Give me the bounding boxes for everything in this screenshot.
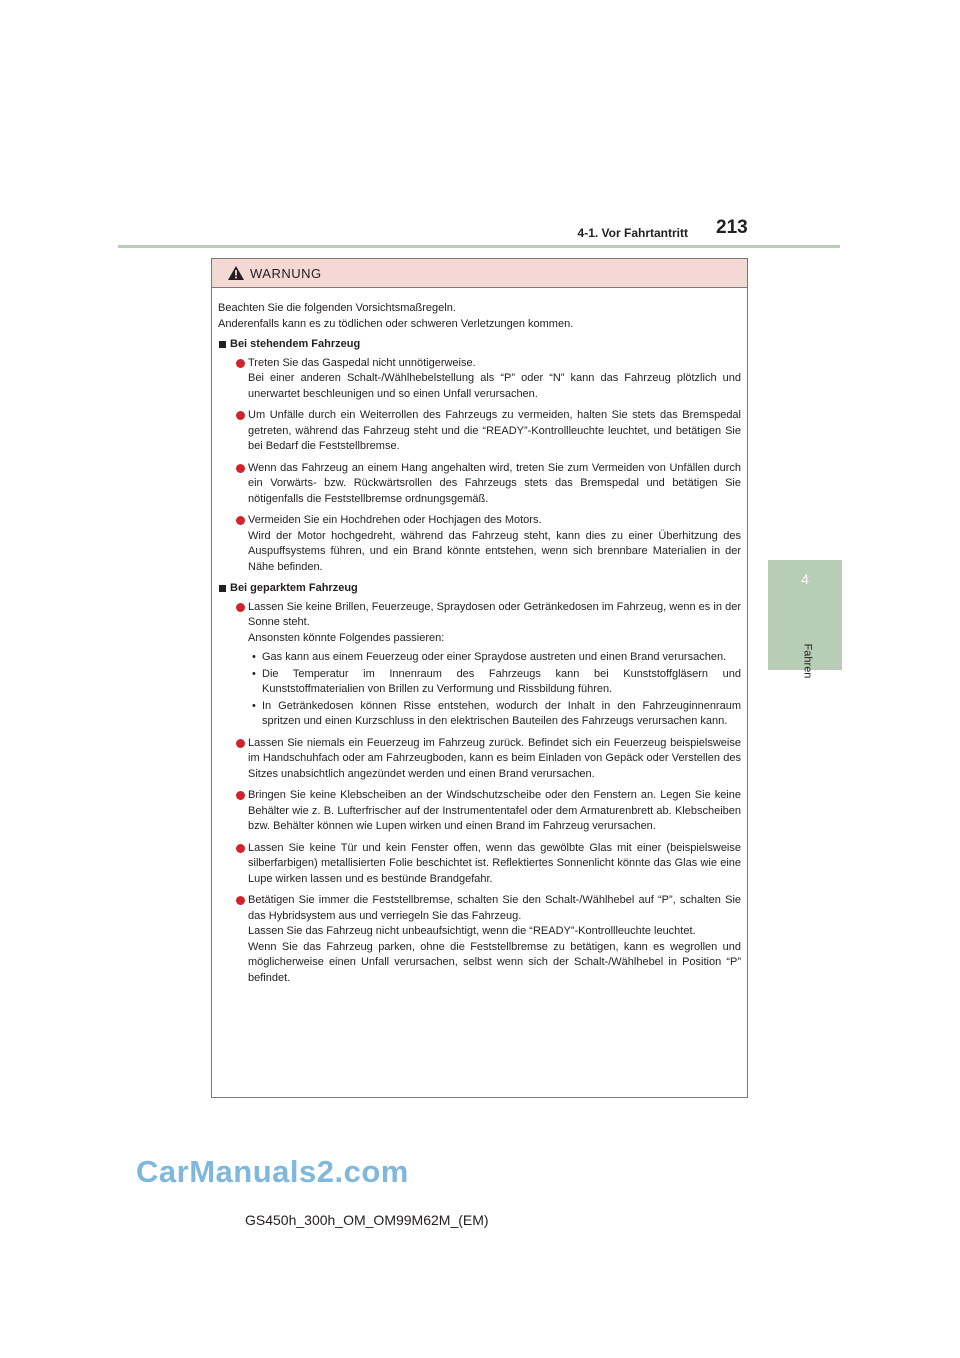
warning-header	[212, 259, 747, 288]
red-bullet-icon	[236, 603, 245, 612]
warning-intro-line: Anderenfalls kann es zu tödlichen oder schweren Verletzungen kommen.	[218, 317, 574, 330]
warning-item-text: Wenn das Fahrzeug an einem Hang angehalten wird, treten Sie zum Vermeiden von Unfällen durch ein Vorwärts- bzw. Rückwärtsrollen des Fahrzeugs stets das Bremspedal und betätigen Sie nötigenfalls die Feststellbremse ordnungsgemäß.	[248, 461, 741, 505]
chapter-number: 4	[801, 571, 809, 587]
warning-sections	[218, 337, 741, 986]
warning-item-text: Um Unfälle durch ein Weiterrollen des Fahrzeugs zu vermeiden, halten Sie stets das Bremspedal getreten, während das Fahrzeug steht und die “READY”-Kontrollleuchte leuchtet, und betätigen Sie bei Bedarf die Feststellbremse.	[248, 409, 741, 452]
red-bullet-icon	[236, 464, 245, 473]
warning-body	[212, 288, 747, 986]
warning-item	[218, 461, 741, 508]
warning-item	[218, 893, 741, 986]
warning-item-text: Lassen Sie keine Brillen, Feuerzeuge, Spraydosen oder Getränkedosen im Fahrzeug, wenn es in der Sonne steht. Ansonsten könnte Folgendes passieren:	[248, 600, 741, 644]
warning-item-text: Vermeiden Sie ein Hochdrehen oder Hochjagen des Motors. Wird der Motor hochgedreht, während das Fahrzeug steht, kann dies zu einer Überhitzung des Auspuffsystems führen, und ein Brand könnte entstehen, wenn sich brennbare Materialien in der Nähe befinden.	[248, 514, 741, 573]
square-bullet-icon	[219, 585, 226, 592]
chapter-label	[772, 643, 842, 679]
sub-list-item: • In Getränkedosen können Risse entstehen, wodurch der Inhalt in den Fahrzeuginnenraum spritzen und einen Kurzschluss in den elektrischen Bauteilen des Fahrzeugs verursachen kann.	[248, 699, 741, 730]
section-heading-text: Bei stehendem Fahrzeug	[230, 338, 361, 350]
warning-item	[218, 600, 741, 730]
warning-intro-line: Beachten Sie die folgenden Vorsichtsmaßregeln.	[218, 302, 456, 314]
warning-item-text: Lassen Sie niemals ein Feuerzeug im Fahrzeug zurück. Befindet sich ein Feuerzeug beispielsweise im Handschuhfach oder am Fahrzeugboden, kann es beim Einladen von Gepäck oder Verstellen des Sitzes unabsichtlich angezündet werden und einen Brand verursachen.	[248, 736, 741, 780]
warning-item-text: Lassen Sie keine Tür und kein Fenster offen, wenn das gewölbte Glas mit einer (beispielsweise silberfarbigen) metallisierten Folie beschichtet ist. Reflektiertes Sonnenlicht könnte das Glas wie eine Lupe wirken lassen und es bestünde Brandgefahr.	[248, 841, 741, 885]
sub-list-item: • Gas kann aus einem Feuerzeug oder einer Spraydose austreten und einen Brand verursachen.	[248, 650, 741, 666]
warning-triangle-icon	[228, 266, 244, 280]
warning-item	[218, 356, 741, 403]
warning-item	[218, 408, 741, 455]
sub-list	[248, 650, 741, 730]
header-divider	[118, 245, 840, 248]
page-number: 213	[716, 217, 748, 238]
warning-item	[218, 736, 741, 783]
red-bullet-icon	[236, 739, 245, 748]
warning-box	[211, 258, 748, 1098]
warning-item	[218, 788, 741, 835]
warning-item-text: Bringen Sie keine Klebscheiben an der Windschutzscheibe oder den Fenstern an. Legen Sie keine Behälter wie z. B. Lufterfrischer auf der Instrumententafel oder dem Armaturenbrett ab. Klebscheiben bzw. Behälter können wie Lupen wirken und einen Brand im Fahrzeug verursachen.	[248, 789, 741, 832]
section-heading	[218, 581, 741, 597]
red-bullet-icon	[236, 844, 245, 853]
warning-item	[218, 513, 741, 575]
section-heading	[218, 337, 741, 353]
red-bullet-icon	[236, 791, 245, 800]
red-bullet-icon	[236, 896, 245, 905]
warning-title: WARNUNG	[250, 265, 322, 281]
footer-code: GS450h_300h_OM_OM99M62M_(EM)	[245, 1212, 489, 1228]
red-bullet-icon	[236, 359, 245, 368]
section-heading-text: Bei geparktem Fahrzeug	[230, 582, 358, 594]
watermark: CarManuals2.com	[136, 1154, 409, 1189]
chapter-label-text: Fahren	[800, 643, 813, 679]
warning-item-text: Treten Sie das Gaspedal nicht unnötigerweise. Bei einer anderen Schalt-/Wählhebelstellung als “P” oder “N” kann das Fahrzeug plötzlich und unerwartet beschleunigen und so einen Unfall verursachen.	[248, 356, 741, 400]
red-bullet-icon	[236, 516, 245, 525]
running-header: 4-1. Vor Fahrtantritt	[577, 226, 688, 240]
square-bullet-icon	[219, 341, 226, 348]
warning-item-text: Betätigen Sie immer die Feststellbremse, schalten Sie den Schalt-/Wählhebel auf “P”, schalten Sie das Hybridsystem aus und verriegeln Sie das Fahrzeug. Lassen Sie das Fahrzeug nicht unbeaufsichtigt, wenn die “READY”-Kontrollleuchte leuchtet. Wenn Sie das Fahrzeug parken, ohne die Feststellbremse zu betätigen, kann es wegrollen und möglicherweise einen Unfall verursachen, selbst wenn sich der Schalt-/Wählhebel in Position “P” befindet.	[248, 894, 741, 984]
sub-list-item: • Die Temperatur im Innenraum des Fahrzeugs kann bei Kunststoffgläsern und Kunststoffmaterialien von Brillen zu Verformung und Rissbildung führen.	[248, 667, 741, 698]
warning-item	[218, 841, 741, 888]
red-bullet-icon	[236, 411, 245, 420]
